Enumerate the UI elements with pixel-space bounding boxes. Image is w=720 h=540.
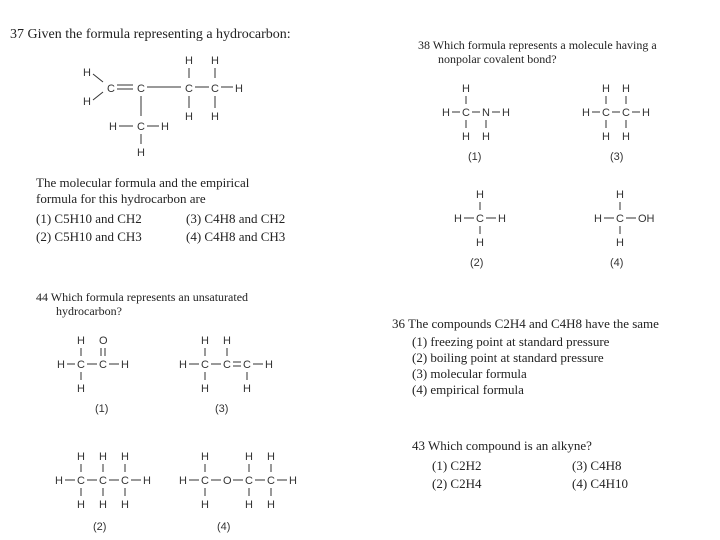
choice[interactable]: (4) C4H8 and CH3 — [186, 229, 286, 244]
atom: C — [211, 83, 219, 95]
atom: C — [99, 359, 107, 371]
atom: H — [211, 111, 219, 123]
atom: H — [616, 189, 624, 201]
q38-option-1-structure — [440, 80, 540, 170]
question-38 — [418, 38, 718, 66]
atom: H — [622, 83, 630, 95]
atom: C — [223, 359, 231, 371]
q44-option-2-structure — [55, 446, 175, 536]
atom: C — [243, 359, 251, 371]
question-44-title-line2: hydrocarbon? — [56, 304, 122, 318]
q44-option-3-structure — [175, 330, 295, 420]
atom: H — [185, 55, 193, 67]
atom: C — [267, 475, 275, 487]
atom: H — [442, 107, 450, 119]
atom: H — [476, 189, 484, 201]
q44-option-1-structure — [55, 330, 165, 420]
atom: H — [289, 475, 297, 487]
q38-option-3-structure — [580, 80, 680, 170]
atom: H — [161, 121, 169, 133]
atom: H — [482, 131, 490, 143]
atom: C — [622, 107, 630, 119]
atom: H — [462, 131, 470, 143]
atom: C — [602, 107, 610, 119]
atom: H — [99, 451, 107, 463]
atom: H — [602, 131, 610, 143]
atom: H — [243, 383, 251, 395]
atom: H — [121, 499, 129, 511]
atom: O — [223, 475, 232, 487]
atom: H — [223, 335, 231, 347]
atom: C — [121, 475, 129, 487]
choice[interactable]: (3) C4H8 and CH2 — [186, 211, 286, 226]
atom: C — [616, 213, 624, 225]
choice[interactable]: (1) C2H2 — [432, 458, 482, 473]
choice[interactable]: (4) C4H10 — [572, 476, 628, 491]
atom: H — [83, 96, 91, 108]
option-label: (1) — [468, 151, 482, 163]
choice[interactable]: (2) C2H4 — [432, 476, 482, 491]
atom: OH — [638, 213, 655, 225]
atom: H — [109, 121, 117, 133]
choice[interactable]: (4) empirical formula — [412, 382, 524, 397]
atom: C — [77, 475, 85, 487]
option-label: (3) — [215, 403, 229, 415]
question-37-text-line2: formula for this hydrocarbon are — [36, 191, 206, 206]
atom: C — [137, 83, 145, 95]
q44-option-4-structure — [175, 446, 315, 536]
atom: H — [77, 383, 85, 395]
atom: C — [185, 83, 193, 95]
question-44-title-line1: 44 Which formula represents an unsaturated — [36, 290, 249, 304]
atom: C — [99, 475, 107, 487]
atom: H — [201, 451, 209, 463]
atom: C — [462, 107, 470, 119]
atom: H — [267, 451, 275, 463]
question-43-title: 43 Which compound is an alkyne? — [412, 438, 592, 453]
q38-option-4-structure — [590, 186, 690, 276]
option-label: (2) — [470, 257, 484, 269]
atom: C — [201, 359, 209, 371]
atom: H — [476, 237, 484, 249]
atom: H — [594, 213, 602, 225]
atom: H — [211, 55, 219, 67]
question-37-text-line1: The molecular formula and the empirical — [36, 175, 250, 190]
atom: H — [77, 451, 85, 463]
atom: H — [77, 335, 85, 347]
option-label: (1) — [95, 403, 109, 415]
question-38-title-line2: nonpolar covalent bond? — [438, 52, 557, 66]
atom: H — [245, 499, 253, 511]
question-38-title-line1: 38 Which formula represents a molecule having a — [418, 38, 657, 52]
choice[interactable]: (2) C5H10 and CH3 — [36, 229, 142, 244]
question-43 — [412, 438, 712, 492]
question-36 — [392, 316, 712, 398]
choice[interactable]: (3) C4H8 — [572, 458, 622, 473]
atom: H — [83, 67, 91, 79]
atom: N — [482, 107, 490, 119]
option-label: (2) — [93, 521, 107, 533]
atom: H — [57, 359, 65, 371]
option-label: (3) — [610, 151, 624, 163]
atom: H — [77, 499, 85, 511]
atom: H — [179, 359, 187, 371]
atom: H — [201, 335, 209, 347]
atom: C — [107, 83, 115, 95]
atom: H — [137, 147, 145, 159]
choice[interactable]: (2) boiling point at standard pressure — [412, 350, 604, 365]
atom: H — [498, 213, 506, 225]
q37-structure — [75, 50, 375, 160]
atom: H — [201, 499, 209, 511]
atom: H — [502, 107, 510, 119]
atom: C — [137, 121, 145, 133]
choice[interactable]: (1) freezing point at standard pressure — [412, 334, 610, 349]
atom: H — [143, 475, 151, 487]
atom: H — [454, 213, 462, 225]
atom: C — [245, 475, 253, 487]
question-37-body — [36, 175, 336, 245]
q38-option-2-structure — [450, 186, 550, 276]
atom: H — [616, 237, 624, 249]
choice[interactable]: (1) C5H10 and CH2 — [36, 211, 142, 226]
atom: H — [121, 451, 129, 463]
question-44 — [36, 290, 336, 318]
atom: C — [476, 213, 484, 225]
atom: H — [185, 111, 193, 123]
atom: H — [179, 475, 187, 487]
atom: H — [642, 107, 650, 119]
option-label: (4) — [217, 521, 231, 533]
atom: C — [201, 475, 209, 487]
atom: H — [235, 83, 243, 95]
atom: H — [265, 359, 273, 371]
atom: O — [99, 335, 108, 347]
option-label: (4) — [610, 257, 624, 269]
question-37-title: 37 Given the formula representing a hydrocarbon: — [10, 27, 291, 42]
question-37 — [10, 27, 340, 43]
atom: H — [462, 83, 470, 95]
question-43-choices — [412, 458, 712, 492]
atom: H — [121, 359, 129, 371]
choice[interactable]: (3) molecular formula — [412, 366, 527, 381]
atom: H — [622, 131, 630, 143]
atom: H — [201, 383, 209, 395]
question-36-title: 36 The compounds C2H4 and C4H8 have the same — [392, 316, 659, 331]
atom: C — [77, 359, 85, 371]
atom: H — [55, 475, 63, 487]
atom: H — [99, 499, 107, 511]
atom: H — [582, 107, 590, 119]
atom: H — [602, 83, 610, 95]
atom: H — [267, 499, 275, 511]
question-37-choices — [36, 211, 336, 245]
question-36-choices — [392, 334, 712, 398]
atom: H — [245, 451, 253, 463]
